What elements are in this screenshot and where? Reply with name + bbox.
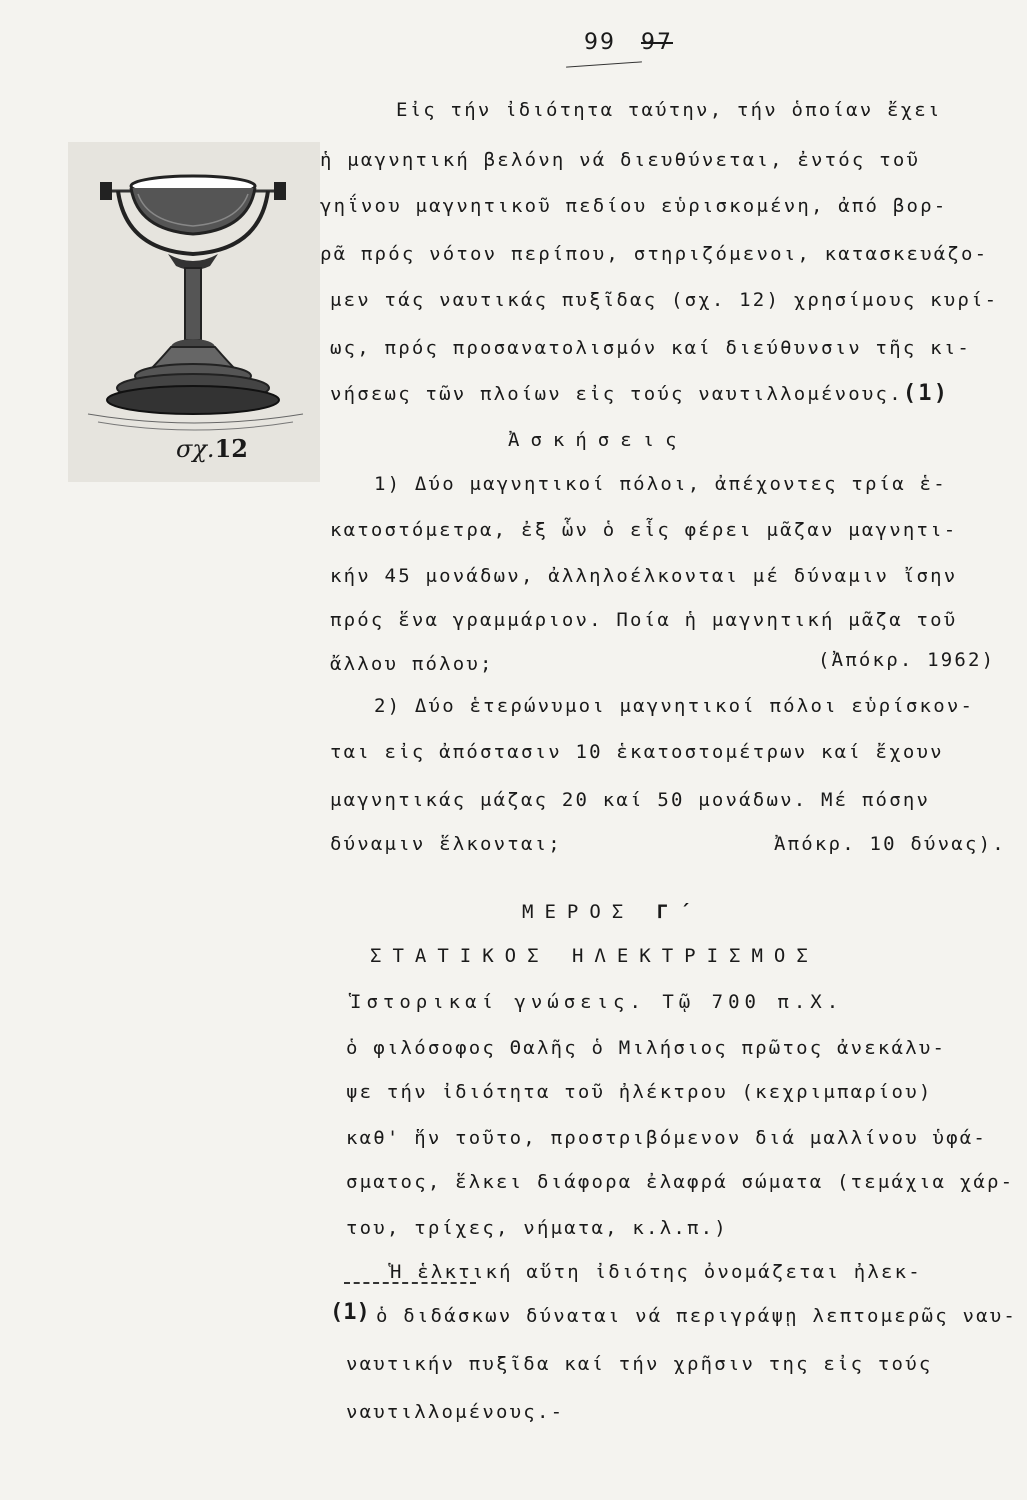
history-line: Ἱστορικαί γνώσεις. Τῷ 700 π.Χ.	[350, 991, 844, 1013]
exercise-1-line: πρός ἕνα γραμμάριον. Ποία ἡ μαγνητική μᾶζα τοῦ	[330, 609, 958, 631]
history-line: καθ' ἥν τοῦτο, προστριβόμενον διά μαλλίνου ὑφά-	[346, 1127, 988, 1149]
compass-illustration	[68, 142, 320, 482]
text-line: ως, πρός προσανατολισμόν καί διεύθυνσιν τῆς κι-	[330, 337, 972, 359]
footnote-line: ναυτικήν πυξῖδα καί τήν χρῆσιν της εἰς τούς	[346, 1353, 933, 1375]
exercises-heading: Ἀσκήσεις	[508, 429, 688, 451]
part-title: ΜΕΡΟΣ	[522, 901, 635, 923]
footnote-reference: (1)	[902, 381, 950, 406]
exercise-1-line: κατοστόμετρα, ἐξ ὧν ὁ εἷς φέρει μᾶζαν μαγνητι-	[330, 519, 958, 541]
text-line: ἡ μαγνητική βελόνη νά διευθύνεται, ἐντός τοῦ	[320, 149, 921, 171]
text-line: μεν τάς ναυτικάς πυξῖδας (σχ. 12) χρησίμους κυρί-	[330, 289, 999, 311]
footnote-line: ναυτιλλομένους.-	[346, 1401, 565, 1423]
figure-label	[176, 434, 248, 463]
exercise-2-answer: Ἀπόκρ. 10 δύνας).	[774, 833, 1006, 855]
history-line: ὁ φιλόσοφος Θαλῆς ὁ Μιλήσιος πρῶτος ἀνεκάλυ-	[346, 1037, 947, 1059]
text-line: ρᾶ πρός νότον περίπου, στηριζόμενοι, κατασκευάζο-	[320, 243, 989, 265]
text-line: Εἰς τήν ἰδιότητα ταύτην, τήν ὁποίαν ἔχει	[396, 99, 942, 121]
exercise-1-line: 1) Δύο μαγνητικοί πόλοι, ἀπέχοντες τρία ἑ-	[374, 473, 947, 495]
exercise-1-answer: (Ἀπόκρ. 1962)	[818, 649, 996, 671]
exercise-1-line: ἄλλου πόλου;	[330, 653, 494, 675]
history-line: σματος, ἕλκει διάφορα ἐλαφρά σώματα (τεμάχια χάρ-	[346, 1171, 1015, 1193]
page-number-current: 99	[584, 30, 616, 55]
section-title: ΣΤΑΤΙΚΟΣ ΗΛΕΚΤΡΙΣΜΟΣ	[370, 945, 819, 967]
text-line: γηΐνου μαγνητικοῦ πεδίου εὑρισκομένη, ἀπό βορ-	[320, 195, 948, 217]
history-line: ψε τήν ἰδιότητα τοῦ ἠλέκτρου (κεχριμπαρίου)	[346, 1081, 933, 1103]
text-line: νήσεως τῶν πλοίων εἰς τούς ναυτιλλομένους.	[330, 383, 903, 405]
footnote-marker: (1)	[330, 1300, 370, 1325]
page-number	[584, 30, 673, 55]
figure-label-number: 12	[214, 434, 248, 463]
footnote-line: ὁ διδάσκων δύναται νά περιγράψῃ λεπτομερῶς ναυ-	[376, 1305, 1018, 1327]
history-line: του, τρίχες, νήματα, κ.λ.π.)	[346, 1217, 728, 1239]
footnote-separator	[344, 1282, 476, 1284]
exercise-2-line: ται εἰς ἀπόστασιν 10 ἑκατοστομέτρων καί ἔχουν	[330, 741, 944, 763]
compass-figure	[68, 142, 320, 482]
exercise-2-line: μαγνητικάς μάζας 20 καί 50 μονάδων. Μέ πόσην	[330, 789, 931, 811]
text-line-with-footnote-ref	[330, 382, 949, 406]
figure-label-prefix: σχ.	[176, 435, 215, 463]
part-number: Γ΄	[656, 901, 702, 923]
part-heading	[522, 900, 702, 924]
exercise-1-line: κήν 45 μονάδων, ἀλληλοέλκονται μέ δύναμιν ἴσην	[330, 565, 958, 587]
exercise-2-line: 2) Δύο ἑτερώνυμοι μαγνητικοί πόλοι εὑρίσκον-	[374, 695, 975, 717]
page-number-underline	[566, 61, 642, 67]
history-line: Ἡ ἑλκτική αὕτη ἰδιότης ὀνομάζεται ἠλεκ-	[390, 1261, 922, 1283]
exercise-2-line: δύναμιν ἕλκονται;	[330, 833, 562, 855]
page-number-old: 97	[641, 30, 673, 55]
